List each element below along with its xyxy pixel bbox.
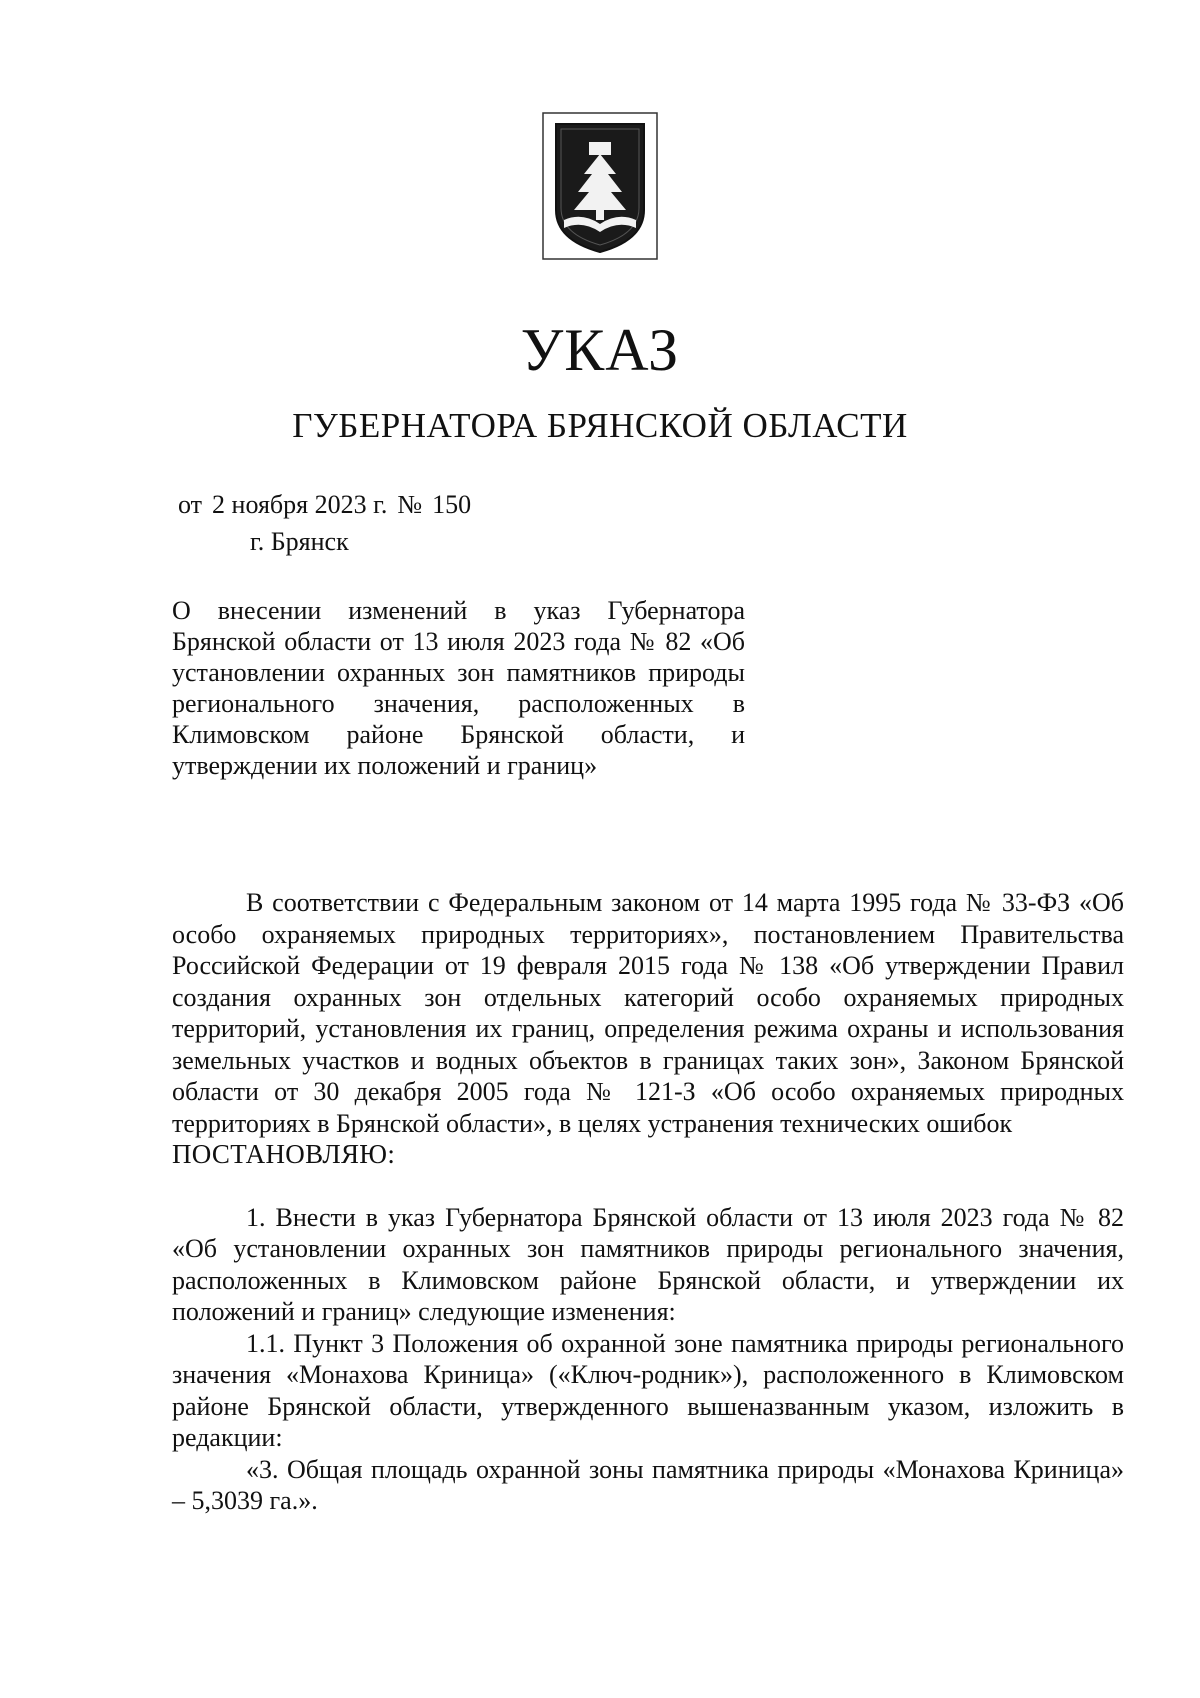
date-number-line — [178, 492, 481, 518]
document-number: 150 — [432, 490, 472, 519]
coat-of-arms-emblem — [542, 112, 658, 260]
document-subject: О внесении изменений в указ Губернатора Брянской области от 13 июля 2023 года № 82 «Об установлении охранных зон памятников природы регионального значения, расположенных в Климовском районе Брянской области, и утверждении их положений и границ» — [172, 596, 745, 780]
document-subtitle: ГУБЕРНАТОРА БРЯНСКОЙ ОБЛАСТИ — [292, 406, 908, 445]
document-title: УКАЗ — [520, 317, 680, 383]
preamble-paragraph: В соответствии с Федеральным законом от 14 марта 1995 года № 33-ФЗ «Об особо охраняемых природных территориях», постановлением Правительства Российской Федерации от 19 февраля 2015 года № 138 «Об утверждении Правил создания охранных зон отдельных категорий особо охраняемых природных территорий, установления их границ, определения режима охраны и использования земельных участков и водных объектов в границах таких зон», Законом Брянской области от 30 декабря 2005 года № 121-З «Об особо охраняемых природных территориях в Брянской области», в целях устранения технических ошибок — [172, 888, 1124, 1138]
item-paragraph: «3. Общая площадь охранной зоны памятника природы «Монахова Криница» – 5,3039 га.». — [172, 1454, 1124, 1515]
item-paragraph: 1. Внести в указ Губернатора Брянской области от 13 июля 2023 года № 82 «Об установлении охранных зон памятников природы регионального значения, расположенных в Климовском районе Брянской области, и утверждении их положений и границ» следующие изменения: — [172, 1202, 1124, 1326]
document-city: г. Брянск — [250, 527, 349, 556]
document-date: 2 ноября 2023 г. — [212, 490, 388, 519]
number-label: № — [397, 490, 423, 519]
date-prefix: от — [178, 490, 203, 519]
item-paragraph: 1.1. Пункт 3 Положения об охранной зоне памятника природы регионального значения «Монахова Криница» («Ключ-родник»), расположенного в Климовском районе Брянской области, утвержденного вышеназванным указом, изложить в редакции: — [172, 1328, 1124, 1452]
document-body — [172, 887, 1124, 1517]
decree-word: ПОСТАНОВЛЯЮ: — [172, 1139, 396, 1169]
